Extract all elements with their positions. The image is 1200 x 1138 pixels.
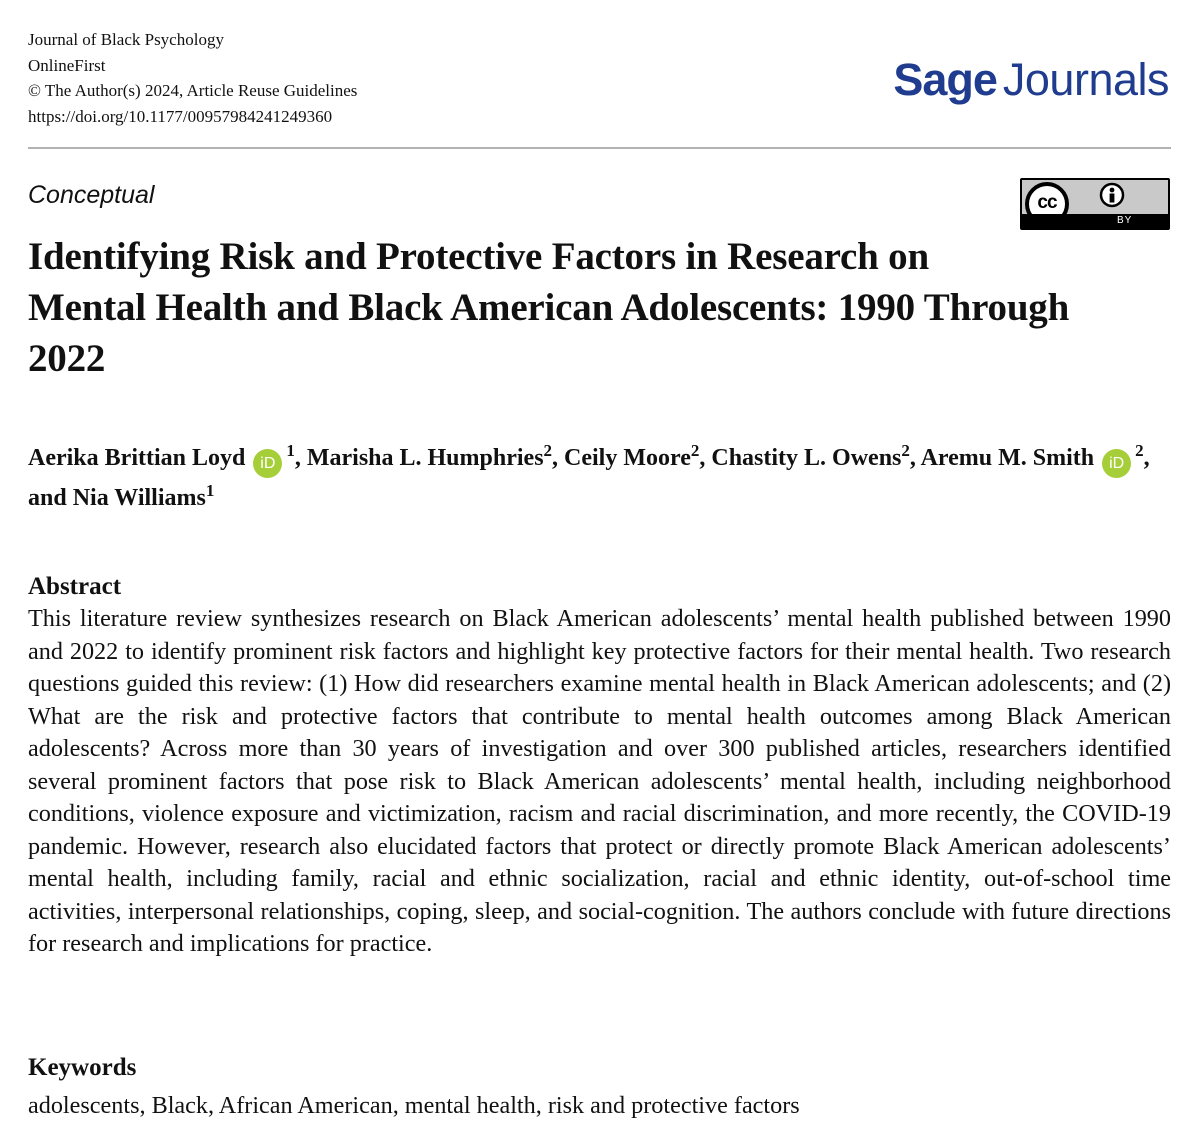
by-label: BY [1117,215,1133,226]
orcid-icon[interactable]: iD [253,449,282,478]
journal-name: Journal of Black Psychology [28,30,224,49]
affiliation-marker: 2 [1135,441,1144,460]
cc-by-license-badge[interactable] [1020,178,1170,230]
author-name: Aerika Brittian Loyd [28,445,246,471]
author-list [28,438,1173,518]
author[interactable] [28,441,295,472]
abstract-text: This literature review synthesizes research on Black American adolescents’ mental health published between 1990 and 2022 to identify prominent risk factors and highlight key protective factors for their mental health. Two research questions guided this review: (1) How did researchers examine mental health in Black American adolescents; and (2) What are the risk and protective factors that contribute to mental health outcomes among Black American adolescents? Across more than 30 years of investigation and over 300 published articles, researchers identified several prominent factors that pose risk to Black American adolescents’ mental health, including neighborhood conditions, violence exposure and victimization, racism and racial discrimination, and more recently, the COVID-19 pandemic. However, research also elucidated factors that protect or directly promote Black American adolescents’ mental health, including family, racial and ethnic socialization, racial and ethnic identity, out-of-school time activities, interpersonal relationships, coping, sleep, and social-cognition. The authors conclude with future directions for research and implications for practice. [28,605,1171,957]
article-title [28,231,1178,384]
affiliation-marker: 2 [901,441,910,460]
author-name: Marisha L. Humphries [306,445,544,471]
header-divider [28,147,1171,149]
affiliation-marker: 2 [690,441,700,460]
author-name: Aremu M. Smith [920,445,1095,471]
author-separator: , [294,445,307,471]
attribution-icon [1100,183,1124,207]
abstract-heading: Abstract [28,573,122,600]
affiliation-marker: 1 [205,481,215,500]
affiliation-marker: 1 [286,441,295,460]
sage-journals-logo[interactable] [893,55,1169,105]
keywords-heading: Keywords [28,1054,137,1081]
journal-meta [28,27,357,129]
author-separator: , [699,445,712,471]
title-line: 2022 [28,337,106,380]
doi-link[interactable]: https://doi.org/10.1177/00957984241249360 [28,106,333,126]
affiliation-marker: 2 [543,441,553,460]
orcid-icon[interactable]: iD [1102,449,1131,478]
publication-status: OnlineFirst [28,55,106,75]
author-separator: , and [28,445,1150,511]
title-line: Mental Health and Black American Adolescents: 1990 Through [28,286,1070,329]
keywords-text: adolescents, Black, African American, mental health, risk and protective factors [28,1092,800,1119]
author[interactable] [306,441,553,471]
author[interactable] [711,441,910,471]
article-type: Conceptual [28,181,155,209]
logo-word-sage: Sage [893,54,997,105]
author[interactable] [920,441,1144,472]
cc-icon: cc [1037,192,1057,213]
author[interactable] [564,441,700,471]
author-name: Ceily Moore [564,445,691,471]
copyright-line[interactable]: © The Author(s) 2024, Article Reuse Guidelines [28,81,358,100]
author[interactable] [72,481,215,511]
license-band [1022,214,1168,228]
author-name: Chastity L. Owens [711,445,902,471]
author-separator: , [552,445,565,471]
logo-word-journals: Journals [1002,54,1169,105]
author-separator: , [909,445,921,471]
author-name: Nia Williams [72,485,206,511]
title-line: Identifying Risk and Protective Factors in Research on [28,235,929,278]
